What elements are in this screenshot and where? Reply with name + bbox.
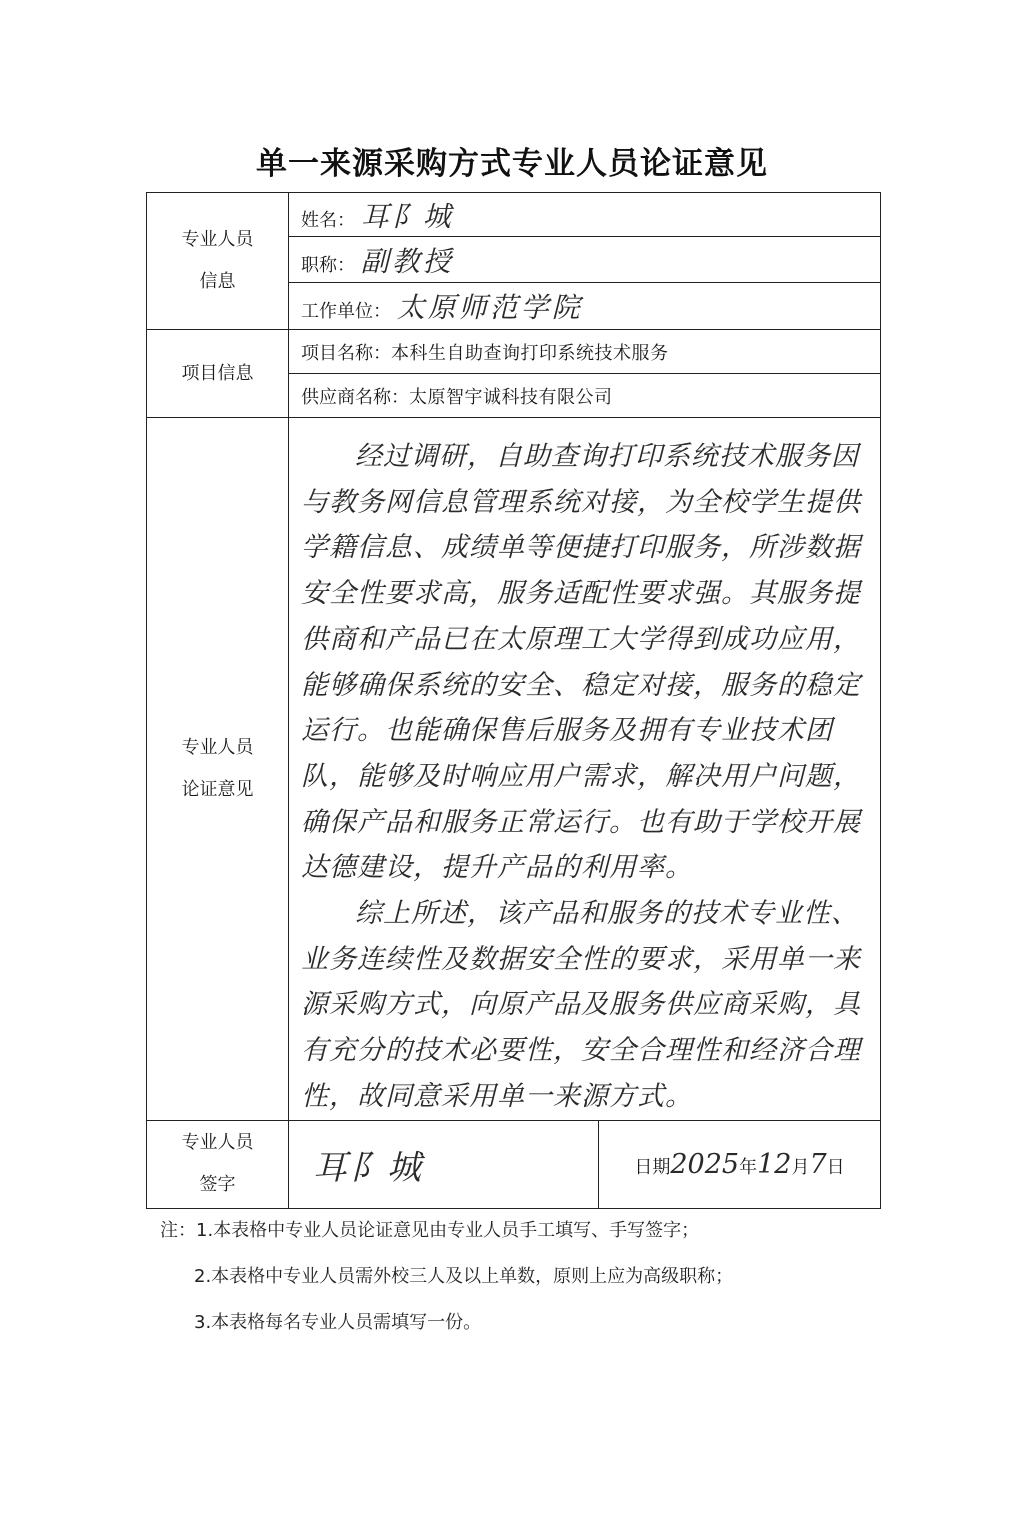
date-label: 日期 [634, 1156, 671, 1178]
supplier-label: 供应商名称： [301, 386, 409, 408]
opinion-label: 专业人员 论证意见 [147, 418, 289, 1121]
note-3: 3.本表格每名专业人员需填写一份。 [194, 1312, 482, 1333]
opinion-text [289, 418, 881, 1121]
org-label: 工作单位： [301, 301, 391, 322]
date-field: 日期2025年12月7日 [599, 1120, 881, 1208]
argumentation-form [146, 192, 881, 1209]
signature-field [289, 1120, 599, 1208]
project-name-field [289, 330, 881, 374]
page-title: 单一来源采购方式专业人员论证意见 [256, 146, 768, 182]
org-field [289, 283, 881, 330]
signature-label: 专业人员 签字 [147, 1120, 289, 1208]
project-info-label: 项目信息 [147, 330, 289, 418]
opinion-paragraph-2: 综上所述，该产品和服务的技术专业性、业务连续性及数据安全性的要求，采用单一来源采购方式，向原产品及服务供应商采购，具有充分的技术必要性，安全合理性和经济合理性，故同意采用单一来源方式。 [301, 898, 861, 1112]
date-day: 7 [809, 1148, 827, 1180]
name-field [289, 193, 881, 237]
footnotes [160, 1218, 920, 1356]
name-label: 姓名： [301, 209, 355, 231]
org-value: 太原师范学院 [396, 291, 583, 324]
name-value: 耳阝城 [360, 199, 454, 233]
supplier-value: 太原智宇诚科技有限公司 [409, 386, 613, 408]
project-name-label: 项目名称： [301, 342, 391, 364]
handwritten-signature: 耳阝城 [313, 1147, 424, 1188]
title-field [289, 237, 881, 283]
note-2: 2.本表格中专业人员需外校三人及以上单数，原则上应为高级职称； [194, 1266, 734, 1287]
date-month: 12 [757, 1148, 792, 1180]
supplier-field [289, 374, 881, 418]
note-1: 注：1.本表格中专业人员论证意见由专业人员手工填写、手写签字； [160, 1220, 700, 1241]
expert-info-label: 专业人员 信息 [147, 193, 289, 330]
opinion-paragraph-1: 经过调研，自助查询打印系统技术服务因与教务网信息管理系统对接，为全校学生提供学籍信息、成绩单等便捷打印服务，所涉数据安全性要求高，服务适配性要求强。其服务提供商和产品已在太原理工大学得到成功应用，能够确保系统的安全、稳定对接，服务的稳定运行。也能确保售后服务及拥有专业技术团队，能够及时响应用户需求，解决用户问题，确保产品和服务正常运行。也有助于学校开展达德建设，提升产品的利用率。 [301, 441, 861, 884]
project-name-value: 本科生自助查询打印系统技术服务 [391, 342, 669, 364]
date-year: 2025 [670, 1148, 740, 1180]
title-value: 副教授 [360, 244, 454, 278]
title-label: 职称： [301, 254, 355, 276]
